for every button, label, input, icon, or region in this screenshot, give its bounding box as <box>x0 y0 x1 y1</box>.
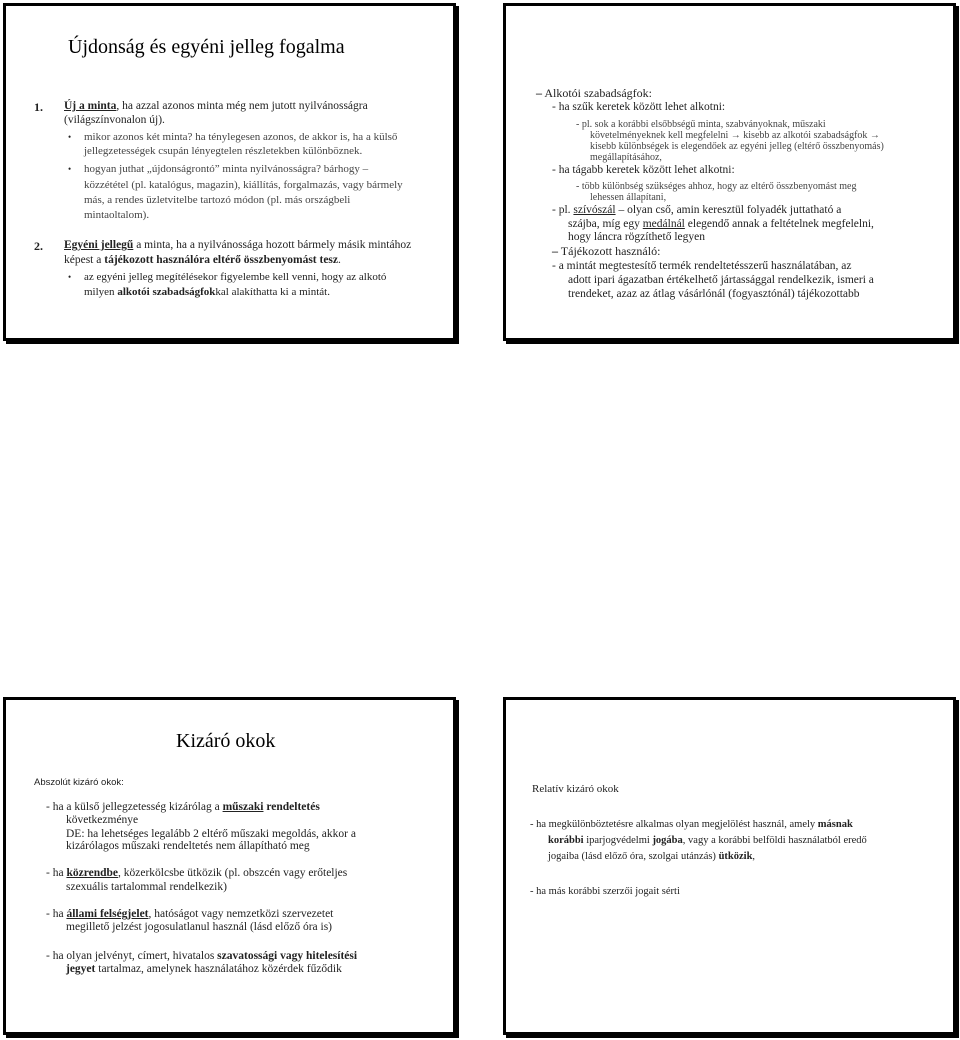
item1-bullet1-l2: jellegzetességek csupán lényegtelen részletekben különböznek. <box>84 145 363 157</box>
s2-line: megállapításához, <box>590 152 662 163</box>
s4-line: jogaiba (lásd előző óra, szolgai utánzás) ütközik, <box>548 851 756 862</box>
item1-line2: (világszínvonalon új). <box>64 114 165 126</box>
s2-line: - pl. szívószál – olyan cső, amin keresztül folyadék juttatható a <box>552 204 842 216</box>
s2-line: - a mintát megtestesítő termék rendeltetésszerű használatában, az <box>552 260 852 272</box>
s2-line: - több különbség szükséges ahhoz, hogy az eltérő összbenyomást meg <box>576 181 857 192</box>
item1-bullet2-l2: közzététel (pl. katalógus, magazin), kiállítás, forgalmazás, vagy bármely <box>84 179 403 191</box>
list-number: 1. <box>34 100 43 114</box>
s2-line: hogy láncra rögzíthető legyen <box>568 231 705 243</box>
s3-line: megillető jelzést jogosulatlanul használ (lásd előző óra is) <box>66 921 333 933</box>
bullet-icon: • <box>68 164 72 174</box>
s2-line: lehessen állapítani, <box>590 192 667 203</box>
list-number: 2. <box>34 239 43 253</box>
s2-line: - pl. sok a korábbi elsőbbségű minta, szabványoknak, műszaki <box>576 119 826 130</box>
item2-bullet1-l1: az egyéni jelleg megítélésekor figyelembe kell venni, hogy az alkotó <box>84 271 387 283</box>
slide-subtitle: Relatív kizáró okok <box>532 783 619 795</box>
s3-line: jegyet tartalmaz, amelynek használatához közérdek fűződik <box>66 963 342 975</box>
s3-line: - ha közrendbe, közerkölcsbe ütközik (pl. obszcén vagy erőteljes <box>46 867 348 879</box>
slide-title: Újdonság és egyéni jelleg fogalma <box>68 36 345 58</box>
s3-line: DE: ha lehetséges legalább 2 eltérő műszaki megoldás, akkor a <box>66 828 356 840</box>
slide-subtitle: Abszolút kizáró okok: <box>34 777 124 788</box>
s4-line: - ha megkülönböztetésre alkalmas olyan megjelölést használ, amely másnak <box>530 819 853 830</box>
s2-line: kisebb különbségek is elegendőek az egyéni jelleg (eltérő összbenyomás) <box>590 141 884 152</box>
slide-alkotoi-szabadsagfok <box>503 3 956 341</box>
s2-line: trendeket, azaz az átlag vásárlónál (fogyasztónál) tájékozottabb <box>568 288 860 300</box>
s3-line: - ha állami felségjelet, hatóságot vagy nemzetközi szervezetet <box>46 908 334 920</box>
s2-line: követelményeknek kell megfelelni → kisebb az alkotói szabadságfok → <box>590 130 880 141</box>
heading-alkotoi: – Alkotói szabadságfok: <box>536 86 652 100</box>
item1-line1: Új a minta, ha azzal azonos minta még nem jutott nyilvánosságra <box>64 100 368 112</box>
s3-line: - ha olyan jelvényt, címert, hivatalos szavatossági vagy hitelesítési <box>46 950 358 962</box>
s3-line: szexuális tartalommal rendelkezik) <box>66 881 227 893</box>
bullet-icon: • <box>68 272 72 282</box>
slide-kizaro-okok <box>3 697 456 1035</box>
s4-line: - ha más korábbi szerzői jogait sérti <box>530 886 680 897</box>
slide-ujdonsag <box>3 3 456 341</box>
s2-line: adott ipari ágazatban értékelhető jártassággal rendelkezik, ismeri a <box>568 274 874 286</box>
item1-bullet2-l4: mintaoltalom). <box>84 209 150 221</box>
slide-relativ-kizaro-okok <box>503 697 956 1035</box>
s4-line: korábbi iparjogvédelmi jogába, vagy a korábbi belföldi használatból eredő <box>548 835 867 846</box>
heading-tajekozott: – Tájékozott használó: <box>552 244 661 258</box>
item1-bullet2-l3: más, a rendes üzletvitelbe tartozó módon (pl. más országbeli <box>84 194 351 206</box>
item2-line1: Egyéni jellegű a minta, ha a nyilvánossága hozott bármely másik mintához <box>64 239 412 251</box>
item1-bullet2-l1: hogyan juthat „újdonságrontó” minta nyilvánosságra? bárhogy – <box>84 163 369 175</box>
item2-bullet1-l2: milyen alkotói szabadságfokkal alakíthatta ki a mintát. <box>84 286 330 298</box>
item1-bullet1-l1: mikor azonos két minta? ha ténylegesen azonos, de akkor is, ha a külső <box>84 131 398 143</box>
s2-line: - ha tágabb keretek között lehet alkotni: <box>552 164 735 176</box>
s2-line: szájba, míg egy medálnál elegendő annak a feltételnek megfelelni, <box>568 218 874 230</box>
s3-line: kizárólagos műszaki rendeltetés nem állapítható meg <box>66 840 310 852</box>
s3-line: következménye <box>66 814 139 826</box>
s2-line: - ha szűk keretek között lehet alkotni: <box>552 101 726 113</box>
item2-line2: képest a tájékozott használóra eltérő összbenyomást tesz. <box>64 254 341 266</box>
s3-line: - ha a külső jellegzetesség kizárólag a műszaki rendeltetés <box>46 801 320 813</box>
slide-title: Kizáró okok <box>176 730 276 752</box>
bullet-icon: • <box>68 132 72 142</box>
